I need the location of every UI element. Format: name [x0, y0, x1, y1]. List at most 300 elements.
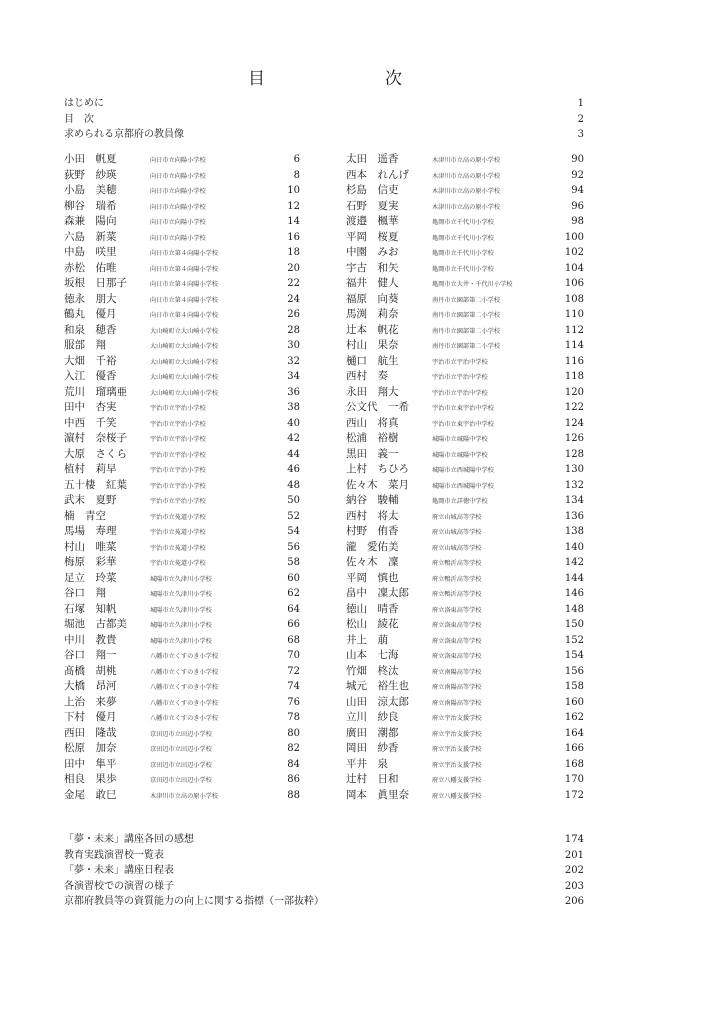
student-entry	[64, 261, 300, 277]
student-name: 荒川 瑠璃亜	[64, 385, 127, 398]
student-name: 石野 夏実	[346, 199, 399, 212]
student-entry	[346, 633, 584, 649]
student-name: 石塚 知帆	[64, 602, 117, 615]
student-name: 大畑 千裕	[64, 354, 117, 367]
entry-page: 22	[287, 278, 300, 289]
school-name: 向日市立第４向陽小学校	[150, 281, 219, 288]
student-name: 納谷 駿輔	[346, 494, 399, 506]
student-name: 廣田 潮都	[346, 726, 399, 739]
school-name: 南丹市立園部第二小学校	[432, 343, 501, 350]
school-name: 府立八幡支援学校	[432, 792, 482, 800]
student-entry	[346, 493, 584, 509]
student-entry	[64, 540, 300, 556]
student-entry	[346, 292, 584, 308]
entry-page: 44	[287, 448, 300, 460]
entry-page: 140	[564, 541, 584, 553]
entry-page: 92	[571, 169, 584, 181]
appendix-label: 教育実践演習校一覧表	[64, 849, 164, 861]
school-name: 城陽市立久津川小学校	[150, 622, 212, 629]
student-name: 徳永 朋大	[64, 292, 117, 305]
entry-page: 126	[564, 433, 584, 444]
student-name: 井上 萠	[346, 633, 388, 646]
title-char-right: 次	[385, 69, 402, 89]
student-entry	[346, 152, 584, 168]
student-entry	[64, 292, 300, 308]
entry-page: 150	[564, 619, 584, 630]
student-entry	[346, 261, 584, 277]
student-entry	[64, 772, 300, 788]
school-name: 八幡市立くすのき小学校	[150, 699, 219, 707]
entry-page: 142	[564, 557, 584, 568]
school-name: 宇治市立宇治小学校	[150, 420, 206, 428]
entry-page: 48	[287, 479, 300, 491]
student-name: 太田 遥香	[346, 153, 399, 165]
student-name: 谷口 翔一	[64, 649, 117, 661]
student-entry	[346, 555, 584, 571]
student-entry	[346, 772, 584, 788]
student-entry	[346, 276, 584, 292]
toc-entry	[64, 112, 584, 128]
student-name: 和泉 穂香	[64, 323, 117, 336]
student-entry	[346, 679, 584, 695]
student-name: 武末 夏野	[64, 494, 117, 506]
student-name: 徳山 晴香	[346, 602, 399, 615]
school-name: 宇治市立宇治小学校	[150, 405, 206, 412]
entry-page: 32	[287, 355, 300, 367]
student-entry	[64, 214, 300, 230]
school-name: 向日市立向陽小学校	[150, 188, 206, 195]
student-entry	[64, 385, 300, 401]
school-name: 府立南陽高等学校	[432, 699, 482, 707]
student-entry	[64, 617, 300, 633]
student-entry	[346, 183, 584, 199]
student-name: 松原 加奈	[64, 742, 117, 754]
entry-page: 18	[287, 247, 300, 258]
entry-page: 52	[287, 510, 300, 522]
student-name: 山本 七海	[346, 649, 399, 661]
entry-page: 78	[287, 712, 300, 723]
student-name: 平岡 桜夏	[346, 230, 399, 243]
student-entry	[64, 695, 300, 711]
student-entry	[346, 757, 584, 773]
entry-page: 134	[564, 495, 584, 506]
school-name: 府立南陽高等学校	[432, 668, 482, 676]
student-name: 佐々木 菜月	[346, 478, 409, 491]
school-name: 宇治市立東宇治中学校	[432, 420, 494, 428]
student-entry	[346, 323, 584, 339]
appendix-entry	[64, 832, 584, 848]
student-entry	[64, 338, 300, 354]
student-name: 渡邉 楓華	[346, 215, 399, 227]
student-name: 小島 美穂	[64, 184, 117, 196]
student-entry	[346, 726, 584, 742]
student-name: 梅原 彩華	[64, 556, 117, 568]
school-name: 宇治市立宇治小学校	[150, 482, 206, 490]
appendix-entry	[64, 863, 584, 879]
student-name: 西村 奏	[346, 370, 388, 382]
student-entry	[346, 741, 584, 757]
student-entry	[346, 664, 584, 680]
title-char-left: 目	[248, 69, 265, 89]
appendix-page: 206	[564, 896, 584, 907]
entry-page: 40	[287, 417, 300, 429]
entry-page: 170	[564, 774, 584, 785]
student-name: 髙橋 胡桃	[64, 664, 117, 677]
student-name: 西村 将太	[346, 509, 399, 522]
student-entry	[346, 788, 584, 804]
school-name: 府立鴨沂高等学校	[432, 560, 482, 567]
student-name: 辻村 日和	[346, 773, 399, 785]
school-name: 宇治市立宇治小学校	[150, 436, 206, 443]
appendix-label: 各演習校での演習の様子	[64, 880, 174, 892]
student-name: 黒田 義一	[346, 447, 399, 460]
entry-page: 56	[287, 541, 300, 553]
entry-page: 166	[564, 743, 584, 754]
intro-section	[64, 96, 584, 143]
entry-page: 102	[564, 247, 584, 258]
student-entry	[346, 509, 584, 525]
student-name: 中園 みお	[346, 246, 399, 258]
student-name: 上治 来夢	[64, 695, 117, 708]
entry-page: 158	[564, 681, 584, 692]
school-name: 向日市立向陽小学校	[150, 172, 206, 180]
school-name: 宇治市立菟道小学校	[150, 513, 206, 521]
student-entry	[64, 679, 300, 695]
entry-page: 96	[571, 200, 584, 212]
school-name: 城陽市立久津川小学校	[150, 591, 212, 598]
student-name: 佐々木 凜	[346, 556, 399, 568]
entry-page: 98	[571, 216, 584, 227]
student-entry	[64, 447, 300, 463]
student-name: 公文代 一希	[346, 401, 409, 413]
school-name: 木津川市立高の原小学校	[432, 188, 501, 195]
school-name: 木津川市立高の原小学校	[432, 172, 501, 180]
school-name: 南丹市立園部第二小学校	[432, 312, 501, 319]
student-name: 五十棲 紅葉	[64, 478, 127, 491]
entry-page: 156	[564, 665, 584, 677]
student-name: 大原 さくら	[64, 447, 127, 460]
school-name: 府立宇治支援学校	[432, 715, 482, 722]
student-entry	[346, 617, 584, 633]
school-name: 向日市立第４向陽小学校	[150, 296, 219, 304]
school-name: 木津川市立高の原小学校	[150, 792, 219, 800]
school-name: 大山崎町立大山崎小学校	[150, 389, 219, 397]
student-entry	[346, 447, 584, 463]
student-entry	[346, 338, 584, 354]
student-name: 城元 裕生也	[346, 680, 409, 692]
student-name: 森兼 陽向	[64, 215, 117, 227]
entry-page: 160	[564, 696, 584, 708]
school-name: 宇治市立宇治中学校	[432, 374, 488, 381]
school-name: 八幡市立くすのき小学校	[150, 653, 219, 660]
entry-page: 116	[564, 355, 584, 367]
student-name: 坂根 日那子	[64, 277, 127, 289]
student-entry	[346, 307, 584, 323]
student-name: 入江 優香	[64, 370, 117, 382]
school-name: 城陽市立西城陽中学校	[432, 482, 494, 490]
entry-page: 62	[287, 588, 300, 599]
school-name: 南丹市立園部第二小学校	[432, 296, 501, 304]
entry-page: 130	[564, 464, 584, 475]
entry-page: 146	[564, 588, 584, 599]
student-entry	[64, 555, 300, 571]
entry-page: 172	[564, 789, 584, 801]
student-name: 岡本 眞里奈	[346, 788, 409, 801]
school-name: 大山崎町立大山崎小学校	[150, 343, 219, 350]
entry-page: 104	[564, 262, 584, 274]
entry-page: 128	[564, 448, 584, 460]
school-name: 大山崎町立大山崎小学校	[150, 358, 219, 366]
entry-page: 14	[287, 216, 300, 227]
school-name: 木津川市立高の原小学校	[432, 157, 501, 164]
student-entry	[64, 276, 300, 292]
school-name: 向日市立向陽小学校	[150, 234, 206, 242]
school-name: 京田辺市立田辺小学校	[150, 761, 212, 769]
student-name: 西本 れんげ	[346, 168, 409, 181]
school-name: 府立洛東高等学校	[432, 622, 482, 629]
school-name: 亀岡市立詳徳中学校	[432, 498, 488, 505]
student-entry	[346, 416, 584, 432]
student-name: 辻本 帆花	[346, 323, 399, 336]
appendix-label: 「夢・未来」講座日程表	[64, 865, 174, 876]
entry-page: 10	[287, 185, 300, 196]
entry-page: 76	[287, 696, 300, 708]
student-entry	[64, 245, 300, 261]
student-name: 中島 咲里	[64, 246, 117, 258]
student-entry	[346, 400, 584, 416]
student-name: 平岡 慎也	[346, 571, 399, 584]
student-entry	[64, 307, 300, 323]
student-entry	[64, 633, 300, 649]
school-name: 大山崎町立大山崎小学校	[150, 327, 219, 335]
entry-page: 154	[564, 650, 584, 661]
student-name: 福井 健人	[346, 277, 399, 289]
school-name: 城陽市立久津川小学校	[150, 606, 212, 614]
school-name: 府立宇治支援学校	[432, 761, 482, 769]
student-name: 立川 紗良	[346, 711, 399, 723]
student-entry	[64, 726, 300, 742]
student-name: 鶴丸 優月	[64, 308, 117, 320]
toc-entry-label: 求められる京都府の教員像	[64, 129, 184, 140]
entry-page: 164	[564, 727, 584, 739]
student-name: 山田 涼太郎	[346, 695, 409, 708]
entry-page: 38	[287, 402, 300, 413]
student-name: 馬場 寿理	[64, 525, 117, 537]
entry-page: 28	[287, 324, 300, 336]
school-name: 府立宇治支援学校	[432, 746, 482, 753]
student-entry	[64, 586, 300, 602]
student-name: 瀧 愛佑美	[346, 540, 399, 553]
student-name: 中西 千笑	[64, 416, 117, 429]
student-entry	[64, 493, 300, 509]
entry-page: 64	[287, 603, 300, 615]
appendix-page: 203	[564, 880, 584, 892]
school-name: 宇治市立宇治中学校	[432, 358, 488, 366]
student-name: 荻野 紗瑛	[64, 168, 117, 181]
entry-page: 138	[564, 526, 584, 537]
student-name: 小田 帆夏	[64, 153, 117, 165]
student-entry	[64, 152, 300, 168]
student-name: 足立 玲菜	[64, 571, 117, 584]
school-name: 城陽市立城陽中学校	[432, 436, 488, 443]
student-entry	[346, 710, 584, 726]
entry-page: 34	[287, 371, 300, 382]
student-entry	[346, 571, 584, 587]
entry-page: 168	[564, 758, 584, 770]
entry-page: 84	[287, 758, 300, 770]
school-name: 大山崎町立大山崎小学校	[150, 374, 219, 381]
school-name: 向日市立向陽小学校	[150, 219, 206, 226]
entry-page: 70	[287, 650, 300, 661]
entry-page: 50	[287, 495, 300, 506]
student-entry	[346, 354, 584, 370]
student-name: 村野 侑香	[346, 525, 399, 537]
school-name: 宇治市立菟道小学校	[150, 544, 206, 552]
entry-page: 24	[287, 293, 300, 305]
student-entry	[64, 183, 300, 199]
student-name: 金尾 敢巳	[64, 788, 117, 801]
student-name: 中川 教貴	[64, 633, 117, 646]
school-name: 府立南陽高等学校	[432, 684, 482, 691]
right-column	[346, 152, 584, 803]
student-name: 馬渕 莉奈	[346, 308, 399, 320]
student-name: 福原 向葵	[346, 292, 399, 305]
entry-page: 80	[287, 727, 300, 739]
entry-page: 88	[287, 789, 300, 801]
entry-page: 106	[564, 278, 584, 289]
student-name: 上村 ちひろ	[346, 463, 409, 475]
entry-page: 118	[564, 371, 584, 382]
student-entry	[64, 400, 300, 416]
entry-page: 136	[564, 510, 584, 522]
student-name: 西山 将真	[346, 416, 399, 429]
student-entry	[346, 168, 584, 184]
student-entry	[64, 168, 300, 184]
entry-page: 66	[287, 619, 300, 630]
entry-page: 82	[287, 743, 300, 754]
entry-page: 120	[564, 386, 584, 398]
school-name: 亀岡市立千代川小学校	[432, 265, 494, 273]
appendix-page: 202	[564, 865, 584, 876]
student-entry	[64, 648, 300, 664]
school-name: 城陽市立久津川小学校	[150, 575, 212, 583]
entry-page: 132	[564, 479, 584, 491]
student-name: 田中 隼平	[64, 757, 117, 770]
student-name: 松浦 裕樹	[346, 432, 399, 444]
entry-page: 36	[287, 386, 300, 398]
entry-page: 148	[564, 603, 584, 615]
student-entry	[64, 462, 300, 478]
entry-page: 122	[564, 402, 584, 413]
student-entry	[64, 788, 300, 804]
school-name: 城陽市立久津川小学校	[150, 637, 212, 645]
student-entry	[64, 431, 300, 447]
student-entry	[346, 230, 584, 246]
school-name: 宇治市立宇治小学校	[150, 451, 206, 459]
student-name: 六島 新菜	[64, 230, 117, 243]
student-name: 竹畑 柊汰	[346, 664, 399, 677]
student-name: 岡田 紗香	[346, 742, 399, 754]
appendix-entry	[64, 848, 584, 864]
school-name: 南丹市立園部第二小学校	[432, 327, 501, 335]
appendix-label: 京都府教員等の資質能力の向上に関する指標（一部抜粋）	[64, 896, 324, 907]
student-name: 楠 青空	[64, 509, 106, 522]
school-name: 府立洛東高等学校	[432, 606, 482, 614]
school-name: 宇治市立菟道小学校	[150, 560, 206, 567]
student-entry	[64, 416, 300, 432]
school-name: 宇治市立菟道小学校	[150, 529, 206, 536]
student-entry	[64, 354, 300, 370]
student-entry	[64, 509, 300, 525]
entry-page: 108	[564, 293, 584, 305]
student-name: 村山 唯菜	[64, 540, 117, 553]
student-entry	[346, 385, 584, 401]
school-name: 宇治市立東宇治中学校	[432, 405, 494, 412]
student-entry	[346, 695, 584, 711]
student-entry	[346, 462, 584, 478]
school-name: 向日市立第４向陽小学校	[150, 265, 219, 273]
entry-page: 12	[287, 200, 300, 212]
school-name: 亀岡市立千代川小学校	[432, 234, 494, 242]
toc-entry-page: 2	[577, 113, 584, 125]
appendix-label: 「夢・未来」講座各回の感想	[64, 834, 194, 845]
student-name: 松山 綾花	[346, 618, 399, 630]
appendix-entry	[64, 879, 584, 895]
entry-page: 72	[287, 665, 300, 677]
entry-page: 90	[571, 154, 584, 165]
appendix-section	[64, 832, 584, 910]
school-name: 府立山城高等学校	[432, 544, 482, 552]
school-name: 向日市立第４向陽小学校	[150, 312, 219, 319]
student-name: 宇古 和矢	[346, 261, 399, 274]
school-name: 城陽市立西城陽中学校	[432, 467, 494, 474]
school-name: 城陽市立城陽中学校	[432, 451, 488, 459]
student-name: 植村 莉早	[64, 463, 117, 475]
entry-page: 8	[293, 169, 300, 181]
entry-page: 68	[287, 634, 300, 646]
entry-page: 30	[287, 340, 300, 351]
school-name: 亀岡市立大井・千代川小学校	[432, 281, 513, 288]
school-name: 木津川市立高の原小学校	[432, 203, 501, 211]
school-name: 八幡市立くすのき小学校	[150, 668, 219, 676]
school-name: 府立山城高等学校	[432, 529, 482, 536]
student-entry	[64, 757, 300, 773]
student-name: 柳谷 瑞希	[64, 199, 117, 212]
student-entry	[346, 524, 584, 540]
left-column	[64, 152, 300, 803]
student-entry	[64, 524, 300, 540]
student-name: 相良 果歩	[64, 773, 117, 785]
student-name: 西田 隆哉	[64, 726, 117, 739]
student-name: 永田 翔大	[346, 385, 399, 398]
entry-page: 114	[564, 340, 584, 351]
entry-page: 74	[287, 681, 300, 692]
student-entry	[346, 602, 584, 618]
student-entry	[64, 602, 300, 618]
toc-entry	[64, 96, 584, 112]
school-name: 府立八幡支援学校	[432, 777, 482, 784]
student-entry	[64, 478, 300, 494]
student-entry	[64, 369, 300, 385]
entry-page: 26	[287, 309, 300, 320]
school-name: 京田辺市立田辺小学校	[150, 777, 212, 784]
school-name: 京田辺市立田辺小学校	[150, 746, 212, 753]
school-name: 府立鴨沂高等学校	[432, 591, 482, 598]
school-name: 宇治市立宇治小学校	[150, 467, 206, 474]
student-name: 赤松 佑唯	[64, 261, 117, 274]
student-entry	[346, 478, 584, 494]
school-name: 府立洛東高等学校	[432, 653, 482, 660]
